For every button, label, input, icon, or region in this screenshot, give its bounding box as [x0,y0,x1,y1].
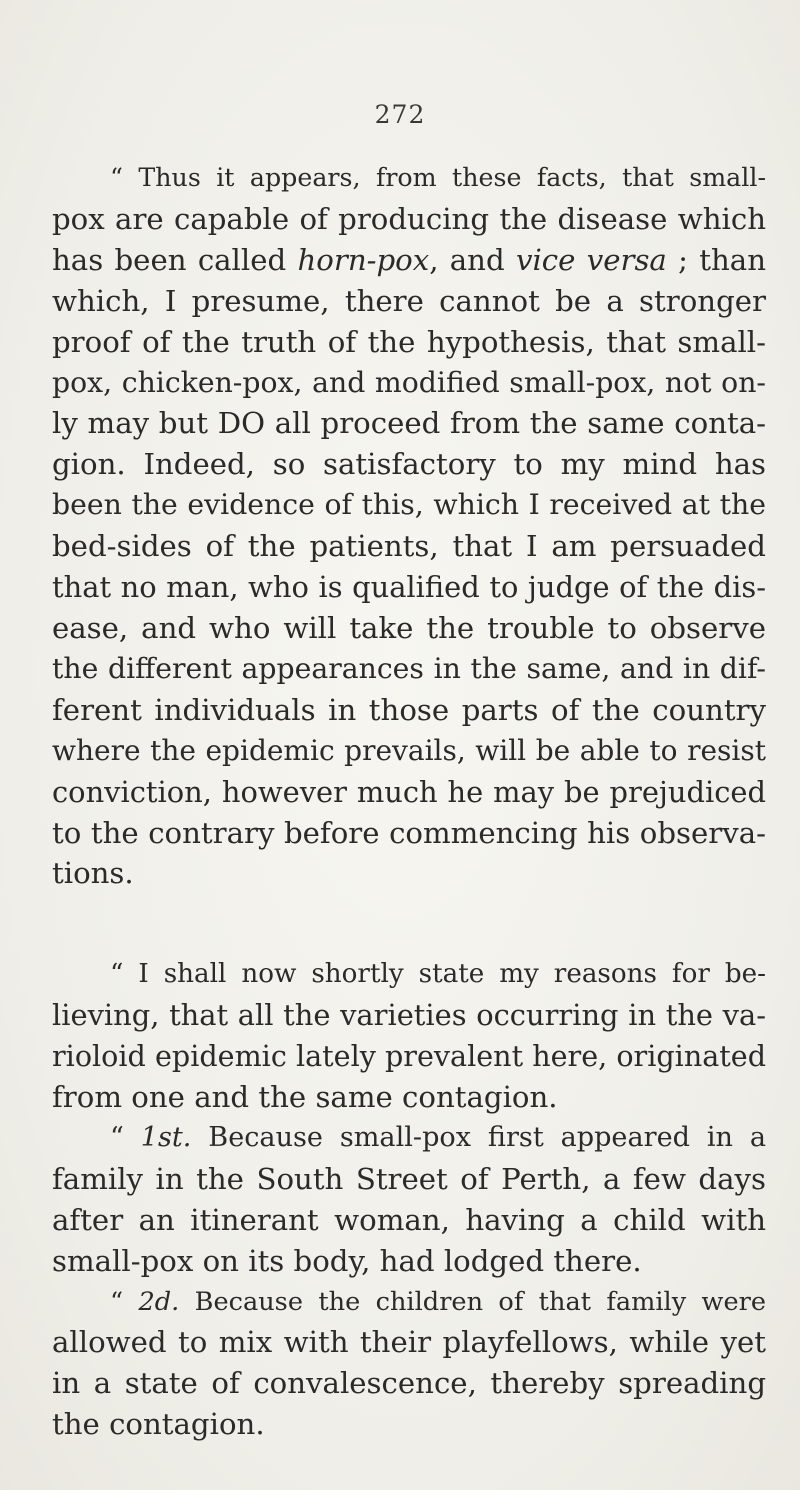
text-line: the contagion. [52,1407,265,1442]
text-line: proof of the truth of the hypothesis, that small- [52,324,766,359]
text-line: in a state of convalescence, thereby spreading [52,1366,766,1401]
paragraph [52,1282,766,1446]
text-line: “ Thus it appears, from these facts, that small- [110,163,766,192]
text-line: ferent individuals in those parts of the country [52,692,766,727]
text-line: small-pox on its body, had lodged there. [52,1243,642,1278]
paragraph [52,954,766,1118]
body-text [52,158,766,1445]
text-line: where the epidemic prevails, will be able to resist [52,733,766,767]
text-line: to the contrary before commencing his observa- [52,815,766,850]
paragraph [52,1118,766,1282]
text-line: has been called horn-pox, and vice versa ; than [52,242,766,277]
text-line: from one and the same contagion. [52,1080,558,1115]
page-number: 272 [374,100,426,129]
text-line: ly may but DO all proceed from the same conta- [52,406,766,441]
text-line: lieving, that all the varieties occurring in the va- [52,998,766,1033]
text-line: pox, chicken-pox, and modified small-pox, not on- [52,365,766,399]
text-line: after an itinerant woman, having a child with [52,1202,766,1237]
text-line: “ 1st. Because small-pox first appeared in a [110,1121,766,1153]
text-line: conviction, however much he may be prejudiced [52,774,766,809]
text-line: family in the South Street of Perth, a few days [52,1161,766,1196]
paragraph [52,158,766,894]
text-line: gion. Indeed, so satisfactory to my mind has [52,447,766,482]
text-line: which, I presume, there cannot be a stronger [52,283,766,318]
text-line: the different appearances in the same, and in dif- [52,651,766,685]
text-line: “ 2d. Because the children of that family were [110,1286,766,1317]
text-line: pox are capable of producing the disease which [52,201,766,236]
text-line: that no man, who is qualified to judge of the dis- [52,570,766,605]
text-line: ease, and who will take the trouble to observe [52,610,766,645]
text-line: allowed to mix with their playfellows, while yet [52,1325,766,1360]
text-line: rioloid epidemic lately prevalent here, originated [52,1039,766,1074]
text-line: “ I shall now shortly state my reasons for be- [110,959,766,990]
text-line: tions. [52,856,134,891]
text-line: bed-sides of the patients, that I am persuaded [52,529,766,564]
text-line: been the evidence of this, which I received at the [52,488,766,522]
